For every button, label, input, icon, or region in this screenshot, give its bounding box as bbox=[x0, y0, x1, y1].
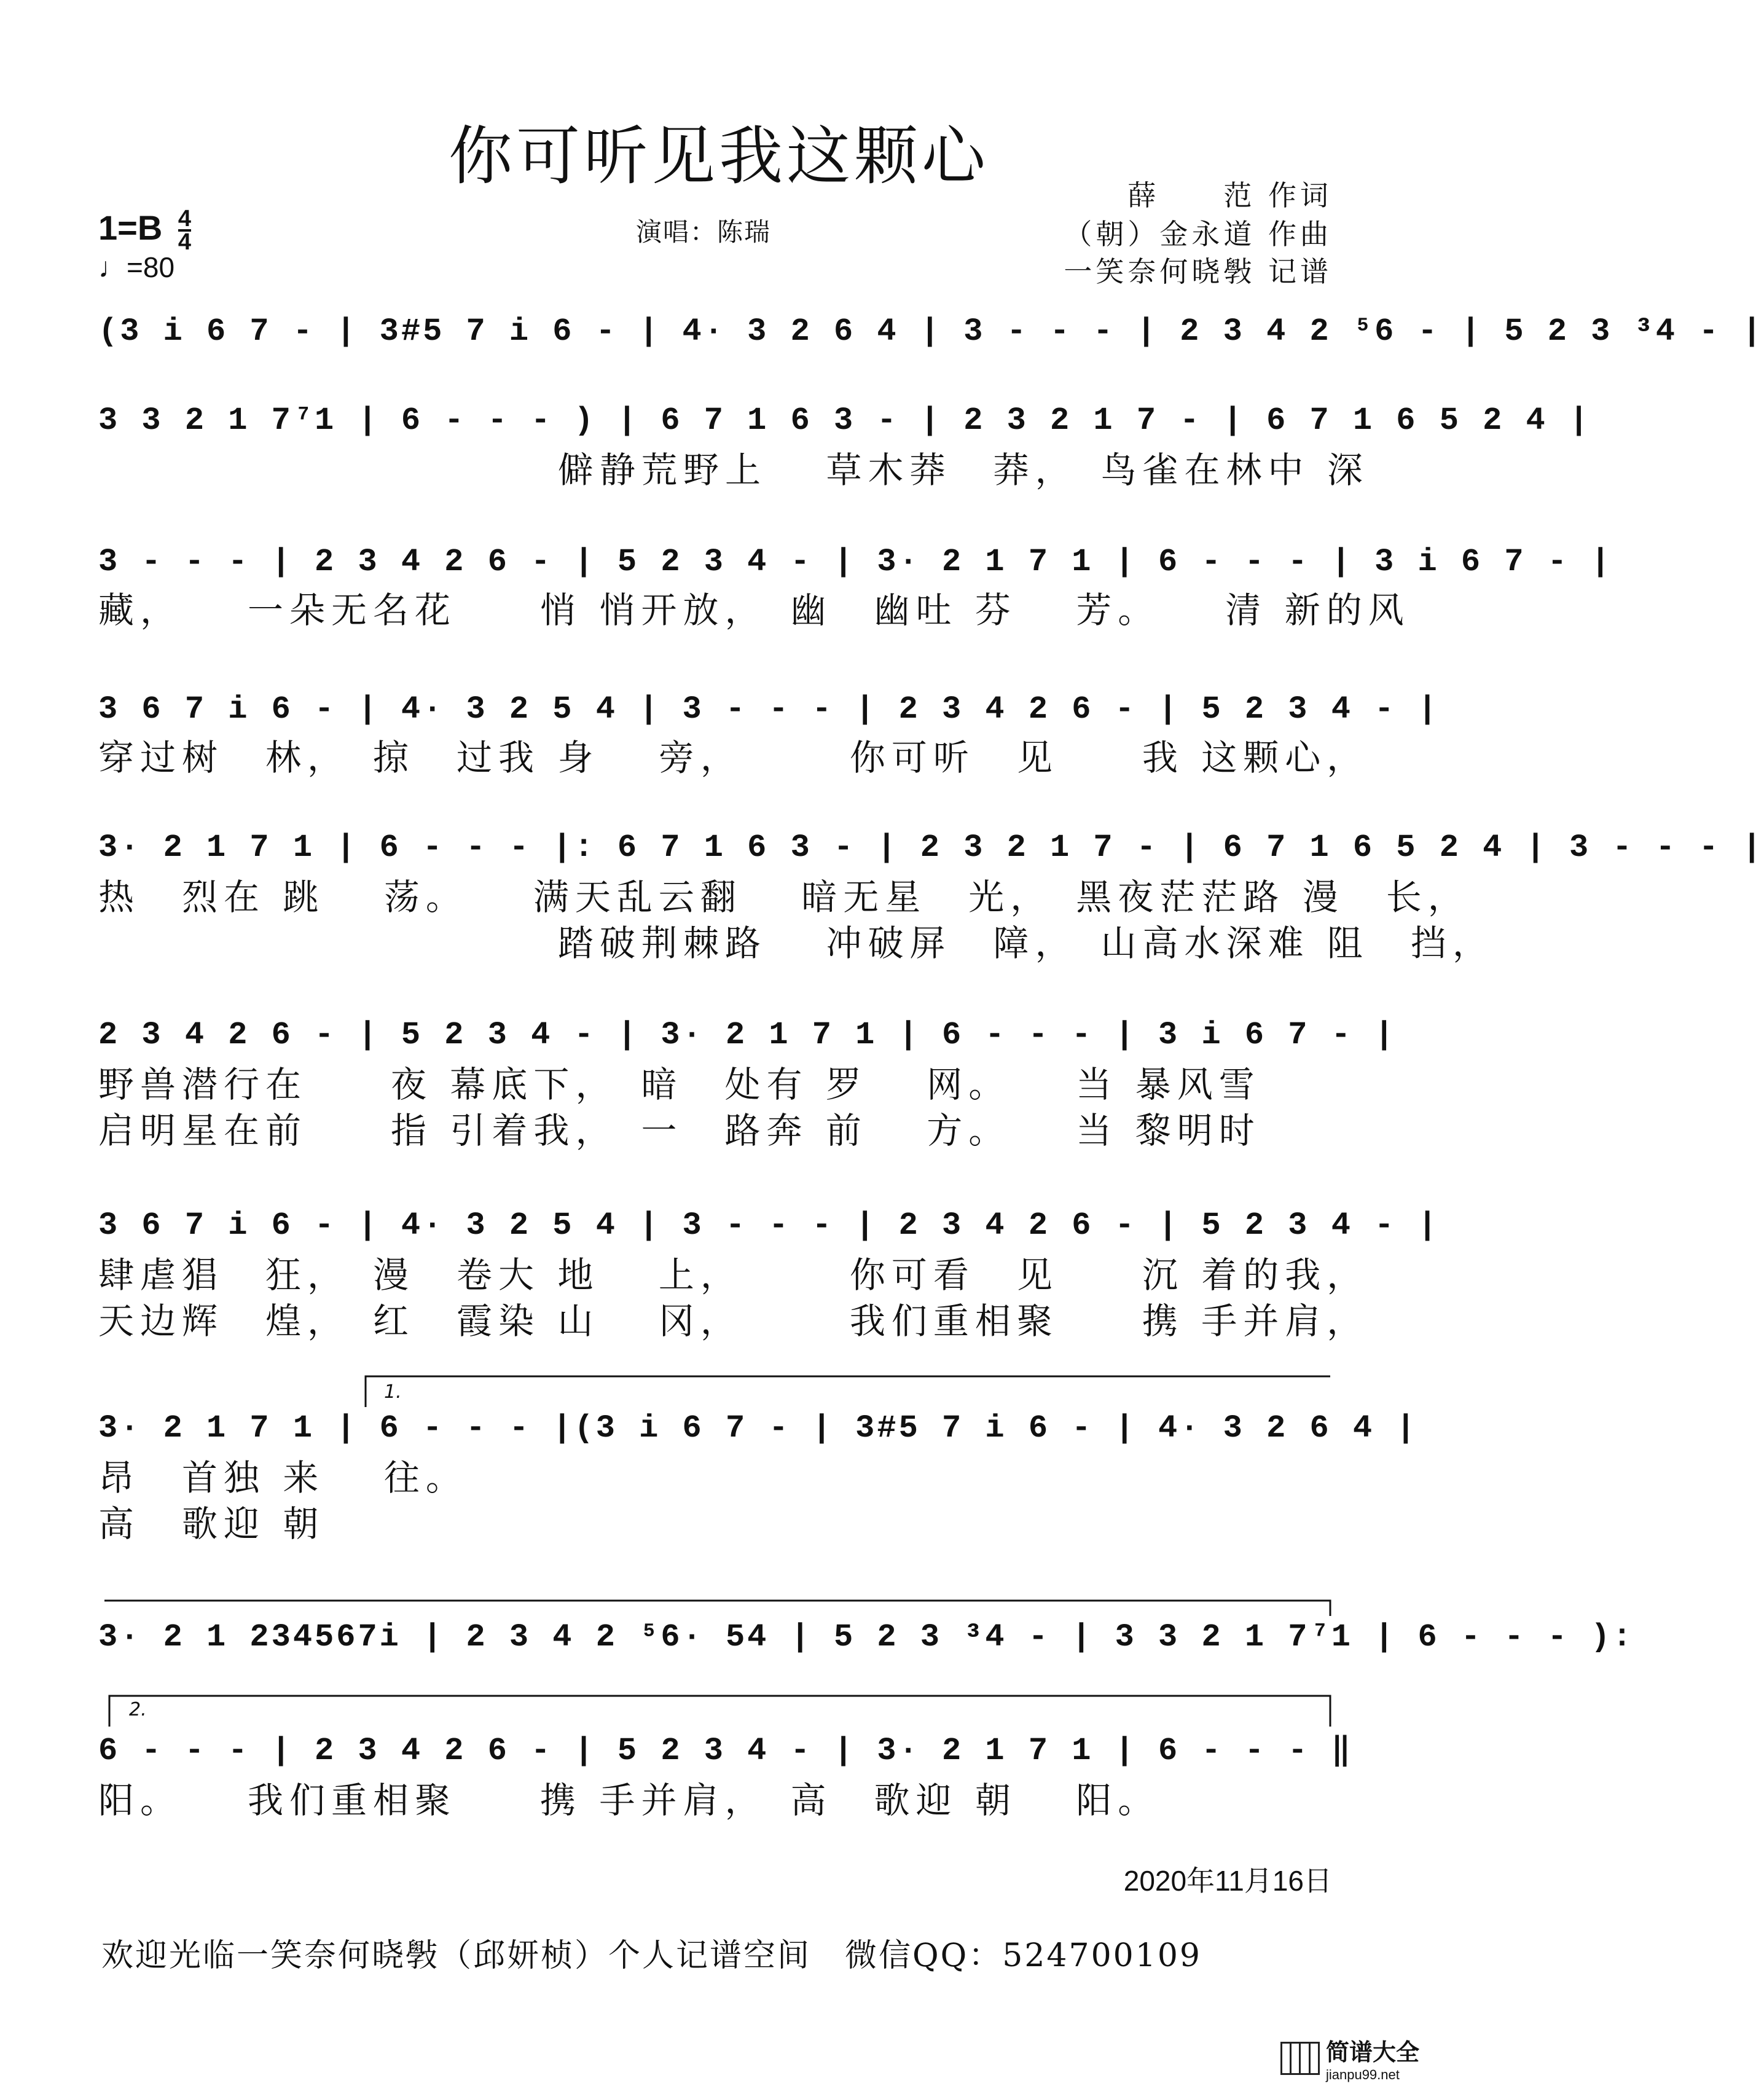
notation-line-9: 3· 2 1 234567i | 2 3 4 2 ⁵6· 54 | 5 2 3 ³4 - | 3 3 2 1 7⁷1 | 6 - - - ): bbox=[98, 1619, 1634, 1655]
tempo-marking: ♩=80 bbox=[98, 251, 175, 283]
key-signature: 1=B $\frac{4}{4}$ bbox=[98, 206, 191, 256]
composer-credit: （朝）金永道 作曲 bbox=[1064, 218, 1332, 251]
lyric-line-7-2: 天边辉 煌， 红 霞染 山 冈， 我们重相聚 携 手并肩， bbox=[98, 1300, 1369, 1342]
lyric-line-3-1: 藏， 一朵无名花 悄 悄开放， 幽 幽吐 芬 芳。 清 新的风 bbox=[98, 589, 1410, 631]
notation-line-4: 3 6 7 i 6 - | 4· 3 2 5 4 | 3 - - - | 2 3 4 2 6 - | 5 2 3 4 - | bbox=[98, 691, 1440, 727]
volta-2-bracket bbox=[109, 1696, 1330, 1727]
lyric-line-2-1: 僻静荒野上 草木莽 莽， 鸟雀在林中 深 bbox=[98, 449, 1369, 491]
lyric-line-5-1: 热 烈在 跳 荡。 满天乱云翻 暗无星 光， 黑夜茫茫路 漫 长， bbox=[98, 876, 1470, 918]
volta-1-label: 1. bbox=[384, 1381, 402, 1403]
date: 2020年11月16日 bbox=[1123, 1865, 1332, 1897]
lyric-line-6-1: 野兽潜行在 夜 幕底下， 暗 处有 罗 网。 当 暴风雪 bbox=[98, 1064, 1261, 1105]
lyric-line-4-1: 穿过树 林， 掠 过我 身 旁， 你可听 见 我 这颗心， bbox=[98, 737, 1369, 778]
singer-credit: 演唱：陈瑞 bbox=[636, 217, 772, 247]
footer-text: 欢迎光临一笑奈何晓斅（邱妍桢）个人记谱空间 微信QQ：524700109 bbox=[101, 1937, 1202, 1974]
notation-line-1: (3 i 6 7 - | 3#5 7 i 6 - | 4· 3 2 6 4 | 3 - - - | 2 3 4 2 ⁵6 - | 5 2 3 ³4 - | bbox=[98, 313, 1764, 350]
lyric-line-8-2: 高 歌迎 朝 bbox=[98, 1503, 325, 1545]
notation-line-5: 3· 2 1 7 1 | 6 - - - |: 6 7 1 6 3 - | 2 3 2 1 7 - | 6 7 1 6 5 2 4 | 3 - - - | bbox=[98, 829, 1764, 866]
piano-icon bbox=[1280, 2042, 1320, 2075]
lyric-line-7-1: 肆虐猖 狂， 漫 卷大 地 上， 你可看 见 沉 着的我， bbox=[98, 1254, 1369, 1296]
lyric-line-5-2: 踏破荆棘路 冲破屏 障， 山高水深难 阻 挡， bbox=[98, 922, 1494, 964]
notation-line-10: 6 - - - | 2 3 4 2 6 - | 5 2 3 4 - | 3· 2 1 7 1 | 6 - - - ‖ bbox=[98, 1733, 1353, 1769]
watermark-url: jianpu99.net bbox=[1325, 2067, 1400, 2082]
repeat-bracket bbox=[104, 1601, 1330, 1616]
notation-line-3: 3 - - - | 2 3 4 2 6 - | 5 2 3 4 - | 3· 2 1 7 1 | 6 - - - | 3 i 6 7 - | bbox=[98, 544, 1613, 580]
notation-line-8: 3· 2 1 7 1 | 6 - - - |(3 i 6 7 - | 3#5 7 i 6 - | 4· 3 2 6 4 | bbox=[98, 1410, 1418, 1446]
notation-line-2: 3 3 2 1 7⁷1 | 6 - - - ) | 6 7 1 6 3 - | 2 3 2 1 7 - | 6 7 1 6 5 2 4 | bbox=[98, 402, 1591, 439]
lyric-line-8-1: 昂 首独 来 往。 bbox=[98, 1457, 468, 1499]
lyric-line-10-1: 阳。 我们重相聚 携 手并肩， 高 歌迎 朝 阳。 bbox=[98, 1779, 1160, 1821]
volta-2-label: 2. bbox=[129, 1699, 147, 1720]
site-watermark bbox=[1280, 2033, 1419, 2083]
volta-1-bracket bbox=[366, 1376, 1330, 1407]
transcriber-credit: 一笑奈何晓斅 记谱 bbox=[1064, 255, 1332, 288]
watermark-name: 简谱大全 bbox=[1325, 2039, 1419, 2066]
notation-line-6: 2 3 4 2 6 - | 5 2 3 4 - | 3· 2 1 7 1 | 6 - - - | 3 i 6 7 - | bbox=[98, 1017, 1397, 1053]
time-signature: $\frac{4}{4}$ bbox=[178, 206, 191, 256]
lyric-line-6-2: 启明星在前 指 引着我， 一 路奔 前 方。 当 黎明时 bbox=[98, 1110, 1261, 1151]
notation-line-7: 3 6 7 i 6 - | 4· 3 2 5 4 | 3 - - - | 2 3 4 2 6 - | 5 2 3 4 - | bbox=[98, 1207, 1440, 1244]
lyricist-credit: 薛 范 作词 bbox=[1127, 179, 1332, 212]
song-title: 你可听见我这颗心 bbox=[448, 119, 989, 194]
